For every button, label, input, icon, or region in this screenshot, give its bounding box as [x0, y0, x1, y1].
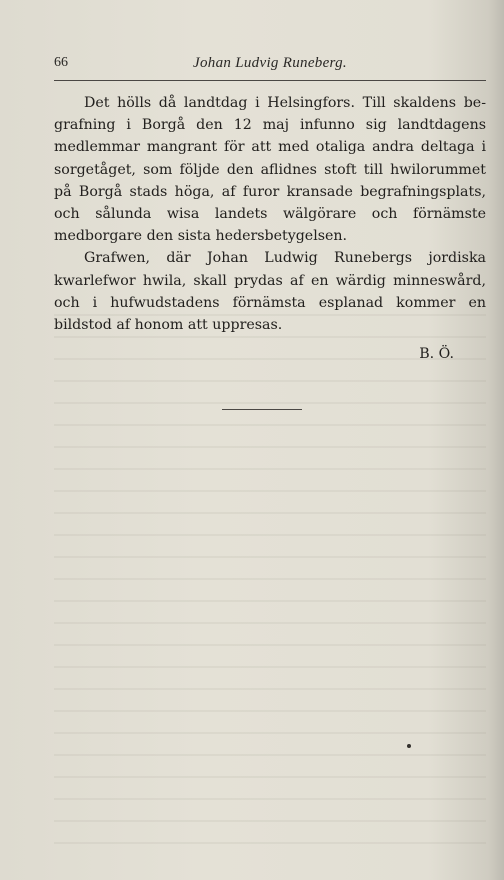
ink-speck: [407, 744, 411, 748]
running-title: Johan Ludvig Runeberg.: [193, 55, 347, 71]
paragraph: Grafwen, där Johan Ludwig Runebergs jordiska kwarlefwor hwila, skall prydas af en wärdig minneswård, och i hufwudstadens förnämsta esplanad kommer en bildstod af honom att uppresas.: [54, 250, 486, 334]
end-rule: [222, 409, 302, 410]
show-through-text: [54, 300, 486, 860]
page-header: [54, 55, 486, 77]
signature: B. Ö.: [419, 346, 454, 362]
paragraph: Det hölls då landtdag i Helsingfors. Till skaldens begrafning i Borgå den 12 maj infunno sig landtdagens medlemmar mangrant för att med otaliga andra deltaga i sorgetåget, som följde den aflidnes stoft till hwilorummet på Borgå stads höga, af furor kransade begrafningsplats, och sålunda wisa landets wälgörare och förnämste medborgare den sista hedersbetygelsen.: [54, 95, 486, 245]
page-number: 66: [54, 55, 68, 70]
header-rule: [54, 80, 486, 81]
body-text: [54, 92, 486, 336]
